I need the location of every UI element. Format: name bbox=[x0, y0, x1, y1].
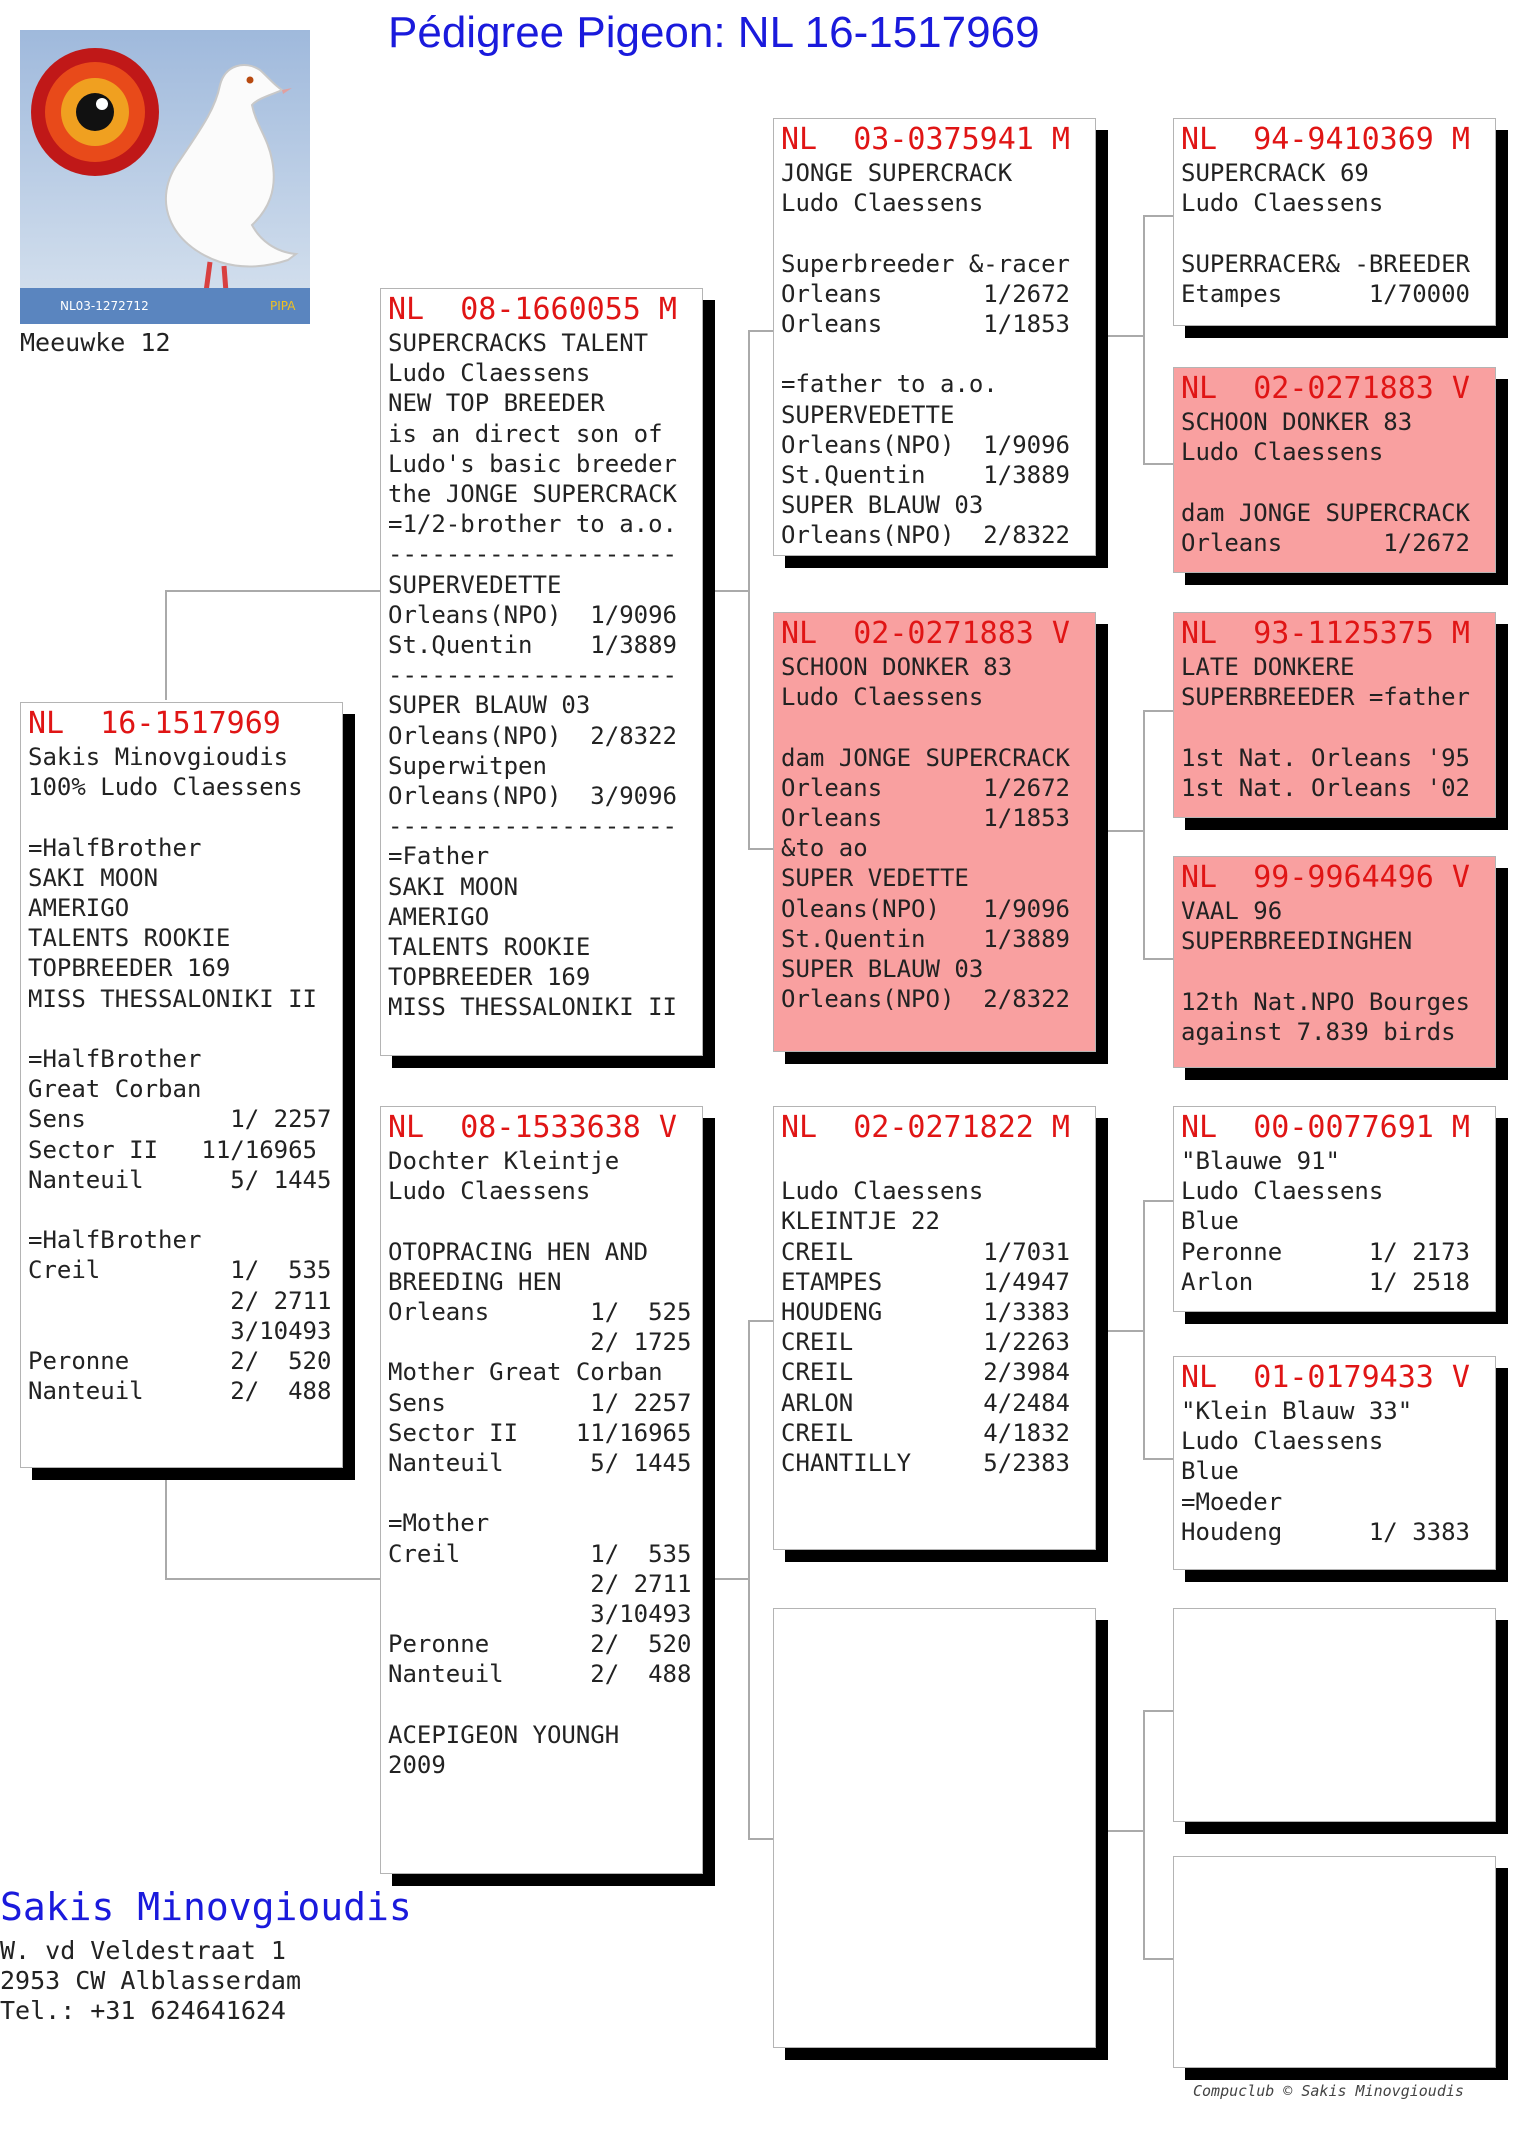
pigeon-details: SCHOON DONKER 83 Ludo Claessens dam JONGE SUPERCRACK Orleans 1/2672 bbox=[1181, 408, 1470, 557]
connector-line bbox=[1143, 710, 1145, 960]
photo-ring-caption: NL03-1272712 bbox=[60, 299, 149, 313]
breeder-street: W. vd Veldestraat 1 bbox=[0, 1936, 286, 1965]
connector-line bbox=[1143, 1200, 1145, 1460]
pigeon-details: Sakis Minovgioudis 100% Ludo Claessens =HalfBrother SAKI MOON AMERIGO TALENTS ROOKIE TOPBREEDER 169 MISS THESSALONIKI II =HalfBrother Great Corban Sens 1/ 2257 Sector II 11/16965 Nanteuil 5/ 1445 =HalfBrother Creil 1/ 535 2/ 2711 3/10493 Peronne 2/ 520 Nanteuil 2/ 488 bbox=[28, 743, 332, 1406]
connector-line bbox=[748, 848, 773, 850]
connector-line bbox=[165, 590, 167, 700]
pigeon-card-sd-sire bbox=[1173, 612, 1496, 818]
ring-number: NL 02-0271822 M bbox=[781, 1110, 1070, 1145]
pigeon-details: "Klein Blauw 33" Ludo Claessens Blue =Moeder Houdeng 1/ 3383 bbox=[1181, 1397, 1470, 1546]
pigeon-details: SUPERCRACKS TALENT Ludo Claessens NEW TOP BREEDER is an direct son of Ludo's basic breeder the JONGE SUPERCRACK =1/2-brother to a.o. -------------------- SUPERVEDETTE Orleans(NPO) 1/9096 St.Quentin 1/3889 -------------------- SUPER BLAUW 03 Orleans(NPO) 2/8322 Superwitpen Orleans(NPO) 3/9096 -------------------- =Father SAKI MOON AMERIGO TALENTS ROOKIE TOPBREEDER 169 MISS THESSALONIKI II bbox=[388, 329, 677, 1022]
connector-line bbox=[1100, 1830, 1145, 1832]
ring-number: NL 99-9964496 V bbox=[1181, 860, 1470, 895]
breeder-city: 2953 CW Alblasserdam bbox=[0, 1966, 302, 1995]
pigeon-details: SCHOON DONKER 83 Ludo Claessens dam JONGE SUPERCRACK Orleans 1/2672 Orleans 1/1853 &to ao SUPER VEDETTE Oleans(NPO) 1/9096 St.Quentin 1/3889 SUPER BLAUW 03 Orleans(NPO) 2/8322 bbox=[781, 653, 1070, 1014]
pigeon-details: Ludo Claessens KLEINTJE 22 CREIL 1/7031 ETAMPES 1/4947 HOUDENG 1/3383 CREIL 1/2263 CREIL 2/3984 ARLON 4/2484 CREIL 4/1832 CHANTILLY 5/2383 bbox=[781, 1177, 1070, 1478]
connector-line bbox=[1143, 463, 1173, 465]
pigeon-card-dam-dam bbox=[773, 1608, 1096, 2048]
pigeon-card-sd-dam bbox=[1173, 856, 1496, 1068]
pigeon-details: SUPERCRACK 69 Ludo Claessens SUPERRACER& -BREEDER Etampes 1/70000 bbox=[1181, 159, 1470, 308]
connector-line bbox=[1143, 1200, 1173, 1202]
connector-line bbox=[1143, 710, 1173, 712]
pigeon-card-sire bbox=[380, 288, 703, 1056]
pigeon-card-dd-dam bbox=[1173, 1856, 1496, 2068]
connector-line bbox=[1143, 1710, 1145, 1960]
ring-number: NL 02-0271883 V bbox=[781, 616, 1070, 651]
pigeon-card-dam bbox=[380, 1106, 703, 1874]
pigeon-card-dam-sire bbox=[773, 1106, 1096, 1550]
ring-number: NL 08-1660055 M bbox=[388, 292, 677, 327]
page-title: Pédigree Pigeon: NL 16-1517969 bbox=[388, 8, 1040, 57]
pigeon-illustration-icon bbox=[20, 30, 310, 324]
pigeon-card-ss-dam bbox=[1173, 367, 1496, 573]
pigeon-card-sire-sire bbox=[773, 118, 1096, 556]
pigeon-details: LATE DONKERE SUPERBREEDER =father 1st Nat. Orleans '95 1st Nat. Orleans '02 bbox=[1181, 653, 1470, 802]
ring-number: NL 94-9410369 M bbox=[1181, 122, 1470, 157]
footer-copyright: Compuclub © Sakis Minovgioudis bbox=[1193, 2082, 1464, 2100]
connector-line bbox=[1100, 830, 1145, 832]
pigeon-details: Dochter Kleintje Ludo Claessens OTOPRACING HEN AND BREEDING HEN Orleans 1/ 525 2/ 1725 Mother Great Corban Sens 1/ 2257 Sector II 11/16965 Nanteuil 5/ 1445 =Mother Creil 1/ 535 2/ 2711 3/10493 Peronne 2/ 520 Nanteuil 2/ 488 ACEPIGEON YOUNGH 2009 bbox=[388, 1147, 692, 1780]
connector-line bbox=[1143, 1458, 1173, 1460]
connector-line bbox=[1143, 1958, 1173, 1960]
connector-line bbox=[165, 590, 380, 592]
connector-line bbox=[1143, 215, 1145, 465]
connector-line bbox=[715, 1578, 750, 1580]
ring-number: NL 93-1125375 M bbox=[1181, 616, 1470, 651]
connector-line bbox=[748, 1320, 750, 1840]
pigeon-card-ss-sire bbox=[1173, 118, 1496, 326]
connector-line bbox=[1100, 1330, 1145, 1332]
connector-line bbox=[748, 1320, 773, 1322]
pigeon-card-sire-dam bbox=[773, 612, 1096, 1052]
photo-label: Meeuwke 12 bbox=[20, 328, 171, 357]
connector-line bbox=[165, 1470, 167, 1580]
connector-line bbox=[748, 330, 750, 850]
pigeon-card-ds-sire bbox=[1173, 1106, 1496, 1312]
connector-line bbox=[1100, 335, 1145, 337]
connector-line bbox=[1143, 958, 1173, 960]
pigeon-details: VAAL 96 SUPERBREEDINGHEN 12th Nat.NPO Bourges against 7.839 birds bbox=[1181, 897, 1470, 1046]
breeder-name: Sakis Minovgioudis bbox=[0, 1885, 412, 1929]
connector-line bbox=[1143, 215, 1173, 217]
pigeon-card-dd-sire bbox=[1173, 1608, 1496, 1822]
ring-number bbox=[781, 1614, 1088, 1648]
ring-number: NL 01-0179433 V bbox=[1181, 1360, 1470, 1395]
connector-line bbox=[748, 1838, 773, 1840]
ring-number: NL 03-0375941 M bbox=[781, 122, 1070, 157]
ring-number: NL 02-0271883 V bbox=[1181, 371, 1470, 406]
breeder-phone: Tel.: +31 624641624 bbox=[0, 1996, 286, 2025]
ring-number: NL 16-1517969 bbox=[28, 706, 281, 741]
ring-number: NL 08-1533638 V bbox=[388, 1110, 677, 1145]
connector-line bbox=[748, 330, 773, 332]
ring-number bbox=[1181, 1614, 1488, 1648]
pigeon-card-subject bbox=[20, 702, 343, 1468]
connector-line bbox=[715, 590, 750, 592]
connector-line bbox=[1143, 1710, 1173, 1712]
pigeon-photo bbox=[20, 30, 310, 324]
pigeon-details: "Blauwe 91" Ludo Claessens Blue Peronne 1/ 2173 Arlon 1/ 2518 bbox=[1181, 1147, 1470, 1296]
ring-number: NL 00-0077691 M bbox=[1181, 1110, 1470, 1145]
pigeon-details: JONGE SUPERCRACK Ludo Claessens Superbreeder &-racer Orleans 1/2672 Orleans 1/1853 =father to a.o. SUPERVEDETTE Orleans(NPO) 1/9096 St.Quentin 1/3889 SUPER BLAUW 03 Orleans(NPO) 2/8322 bbox=[781, 159, 1070, 550]
connector-line bbox=[165, 1578, 380, 1580]
photo-watermark: PIPA bbox=[270, 299, 296, 313]
ring-number bbox=[1181, 1862, 1488, 1896]
pigeon-card-ds-dam bbox=[1173, 1356, 1496, 1570]
